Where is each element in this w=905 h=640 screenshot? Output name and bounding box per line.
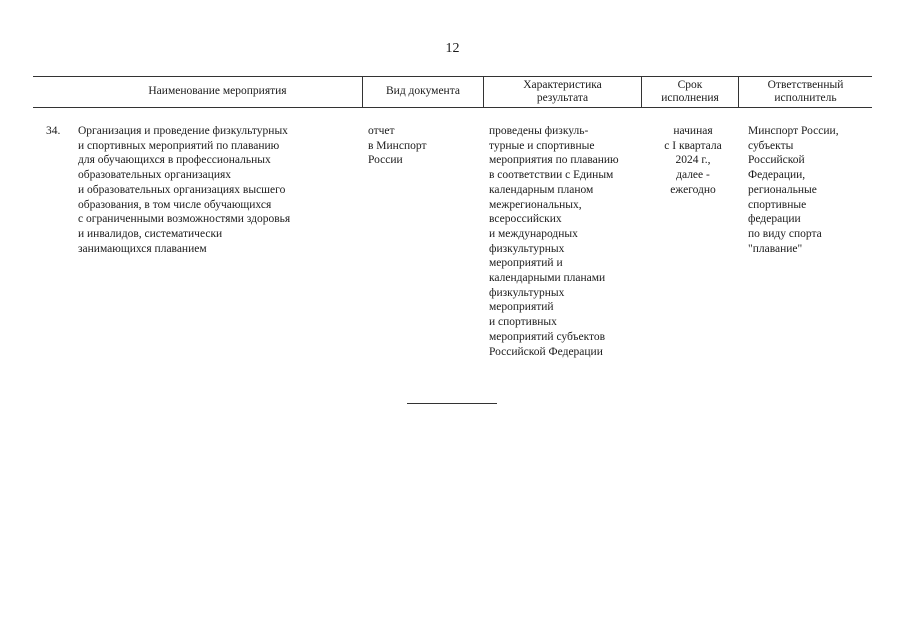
- header-deadline-label: Срок исполнения: [661, 78, 719, 104]
- header-doc-type-label: Вид документа: [386, 85, 460, 97]
- row-result: проведены физкуль- турные и спортивные мероприятия по плаванию в соответствии с Единым календарным планом межрегиональных, всероссийских и международных физкультурных мероприятий и календарными планами физкультурных мероприятий и спортивных мероприятий субъектов Российской Федерации: [489, 125, 619, 358]
- header-bottom-rule: [33, 107, 872, 108]
- row-responsible: Минспорт России, субъекты Российской Федерации, региональные спортивные федерации по виду спорта "плавание": [748, 125, 839, 255]
- row-event-name: Организация и проведение физкультурных и спортивных мероприятий по плаванию для обучающихся в профессиональных образовательных организациях и образовательных организациях высшего образования, в том числе обучающихся с ограниченными возможностями здоровья и инвалидов, систематически занимающихся плаванием: [78, 125, 291, 255]
- header-cell-name: [33, 76, 362, 107]
- row-number: 34.: [46, 125, 61, 137]
- header-cell-responsible: [739, 76, 872, 107]
- header-cell-doc-type: [363, 76, 483, 107]
- end-of-table-rule: [407, 403, 497, 404]
- header-result-label: Характеристика результата: [523, 78, 602, 104]
- row-deadline: начиная с I квартала 2024 г., далее - ежегодно: [664, 125, 722, 196]
- header-cell-deadline: [642, 76, 738, 107]
- header-responsible-label: Ответственный исполнитель: [767, 78, 844, 104]
- page-number: 12: [445, 41, 460, 56]
- row-doc-type: отчет в Минспорт России: [368, 125, 427, 167]
- header-cell-result: [484, 76, 641, 107]
- header-name-label: Наименование мероприятия: [148, 85, 287, 97]
